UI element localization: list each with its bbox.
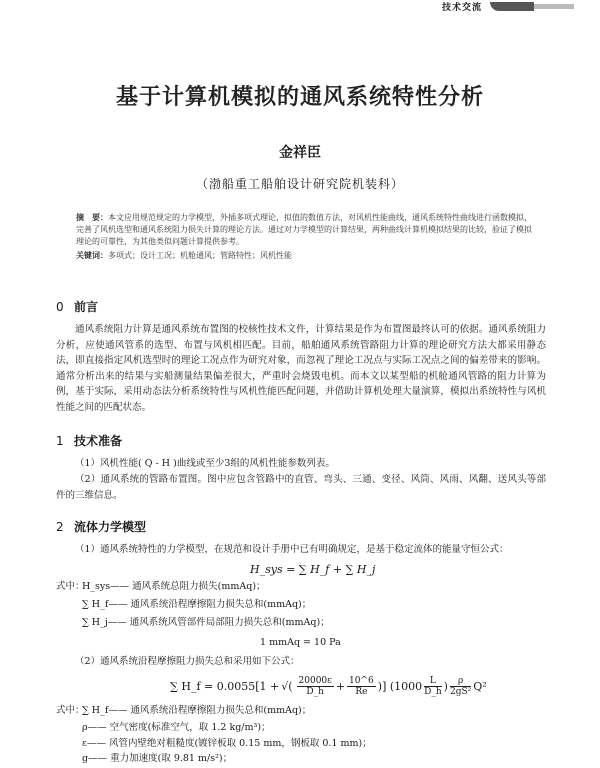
eq2-den-2: Re <box>355 687 368 697</box>
intro-paragraph: 通风系统阻力计算是通风系统布置图的校核性技术文件，计算结果是作为布置图最终认可的依据。通风系统阻力分析，应使通风管系的选型、布置与风机相匹配。目前，船舶通风系统管路阻力计算的理论研究方法大都采用静态法，即直接指定风机选型时的理论工况点作为研究对象，而忽视了理论工况点与实际工况点之间的偏差带来的影响。通常分析出来的结果与实船测量结果偏差很大，严重时会烧毁电机。而本文以某型船的机舱通风管路的阻力计算为例，基于实际，采用动态法分析系统特性与风机性能匹配问题，并借助计算机处理大量演算，模拟出系统特性与风机性能之间的匹配状态。 <box>56 324 546 413</box>
eq2-num-4: ρ <box>450 676 471 687</box>
section-num-1: 1 <box>56 434 64 448</box>
eq2-mid: ] (1000 <box>382 680 423 693</box>
section-title-2: 流体力学模型 <box>74 520 147 534</box>
prep-item-1: （1）风机性能( Q - H )曲线或至少3组的风机性能参数列表。 <box>75 458 335 469</box>
section-num-0: 0 <box>56 300 64 314</box>
eq2-den-4: 2gS² <box>449 687 472 697</box>
paper-author: 金祥臣 <box>279 145 321 161</box>
header-tag-text: 技术交流 <box>442 2 483 13</box>
eq2-frac-2 <box>347 676 376 697</box>
eq2-frac-3 <box>424 676 442 697</box>
equation-1: H_sys = ∑ H_f + ∑ H_j <box>250 563 376 576</box>
eq2-frac-1 <box>297 676 334 697</box>
where-2-d: g—— 重力加速度(取 9.81 m/s²)； <box>82 753 233 764</box>
eq2-den-3: D_h <box>424 687 442 697</box>
eq2-num-3: L <box>424 676 442 687</box>
unit-conversion: 1 mmAq = 10 Pa <box>260 637 341 648</box>
eq2-lead: ∑ H_f = 0.0055[1 + <box>170 680 280 693</box>
where-2-b: ρ—— 空气密度(标准空气，取 1.2 kg/m³)； <box>82 722 271 733</box>
paper-title: 基于计算机模拟的通风系统特性分析 <box>115 85 484 110</box>
where-1-a: H_sys—— 通风系统总阻力损失(mmAq)； <box>82 581 266 592</box>
where-2-a: ∑ H_f—— 通风系统沿程摩擦阻力损失总和(mmAq)； <box>82 705 312 716</box>
where-1-b: ∑ H_f—— 通风系统沿程摩擦阻力损失总和(mmAq)； <box>82 599 312 610</box>
section-num-2: 2 <box>56 520 64 534</box>
equation-2: ∑ H_f = 0.0055[1 + √( $\frac{20000\varepsilon}{D\_h}$ + $\frac{10\^{}6}{Re}$ ) ] (1000 $\frac{L}{D\_h}$ ) $\frac{\rho}{\text{2gS²}}$ Q² <box>170 676 487 697</box>
header-swoosh-logo <box>490 2 534 11</box>
keywords-label: 关键词： <box>76 251 108 260</box>
where-2-lead: 式中： <box>56 705 85 716</box>
abstract-label: 摘 要： <box>76 213 108 222</box>
model-item-1: （1）通风系统特性的力学模型，在规范和设计手册中已有明确规定，是基于稳定流体的能量守恒公式： <box>75 544 509 555</box>
header-tag <box>442 0 600 12</box>
eq2-tail: Q² <box>473 680 487 693</box>
eq2-num-2: 10^6 <box>349 676 374 686</box>
eq2-num-1: 20000ε <box>298 676 332 686</box>
model-item-2: （2）通风系统沿程摩擦阻力损失总和采用如下公式： <box>75 656 300 667</box>
eq2-frac-4 <box>450 676 471 697</box>
section-heading-1 <box>56 432 122 449</box>
section-title-1: 技术准备 <box>74 434 123 448</box>
eq2-close: ) <box>443 680 448 693</box>
where-1-c: ∑ H_j—— 通风系统风管部件局部阻力损失总和(mmAq)； <box>82 617 330 628</box>
paper-affiliation: （渤船重工船舶设计研究院机装科） <box>195 177 404 191</box>
abstract-text: 本文应用规范规定的力学模型，外插多项式理论，拟值的数值方法，对风机性能曲线，通风系统特性曲线进行函数模拟，完善了风机选型和通风系统阻力损失计算的理论方法。通过对力学模型的计算结果，两种曲线计算机模拟结果的比较，验证了模拟理论的可靠性，为其他类似问题计算提供参考。 <box>76 213 532 246</box>
section-heading-0 <box>56 298 98 315</box>
section-heading-2 <box>56 518 146 535</box>
prep-item-2: （2）通风系统的管路布置图。图中应包含管路中的直管、弯头、三通、变径、风筒、风雨、风翻、送风头等部件的三维信息。 <box>56 474 546 501</box>
where-1-lead: 式中： <box>56 581 85 592</box>
abstract-block <box>76 212 534 262</box>
keywords-text: 多项式；设计工况；机舱通风；管路特性；风机性能 <box>108 251 292 260</box>
where-2-c: ε—— 风管内壁绝对粗糙度(镀锌板取 0.15 mm，钢板取 0.1 mm)； <box>82 738 372 749</box>
eq2-den-1: D_h <box>306 687 324 697</box>
section-title-0: 前言 <box>74 300 99 314</box>
